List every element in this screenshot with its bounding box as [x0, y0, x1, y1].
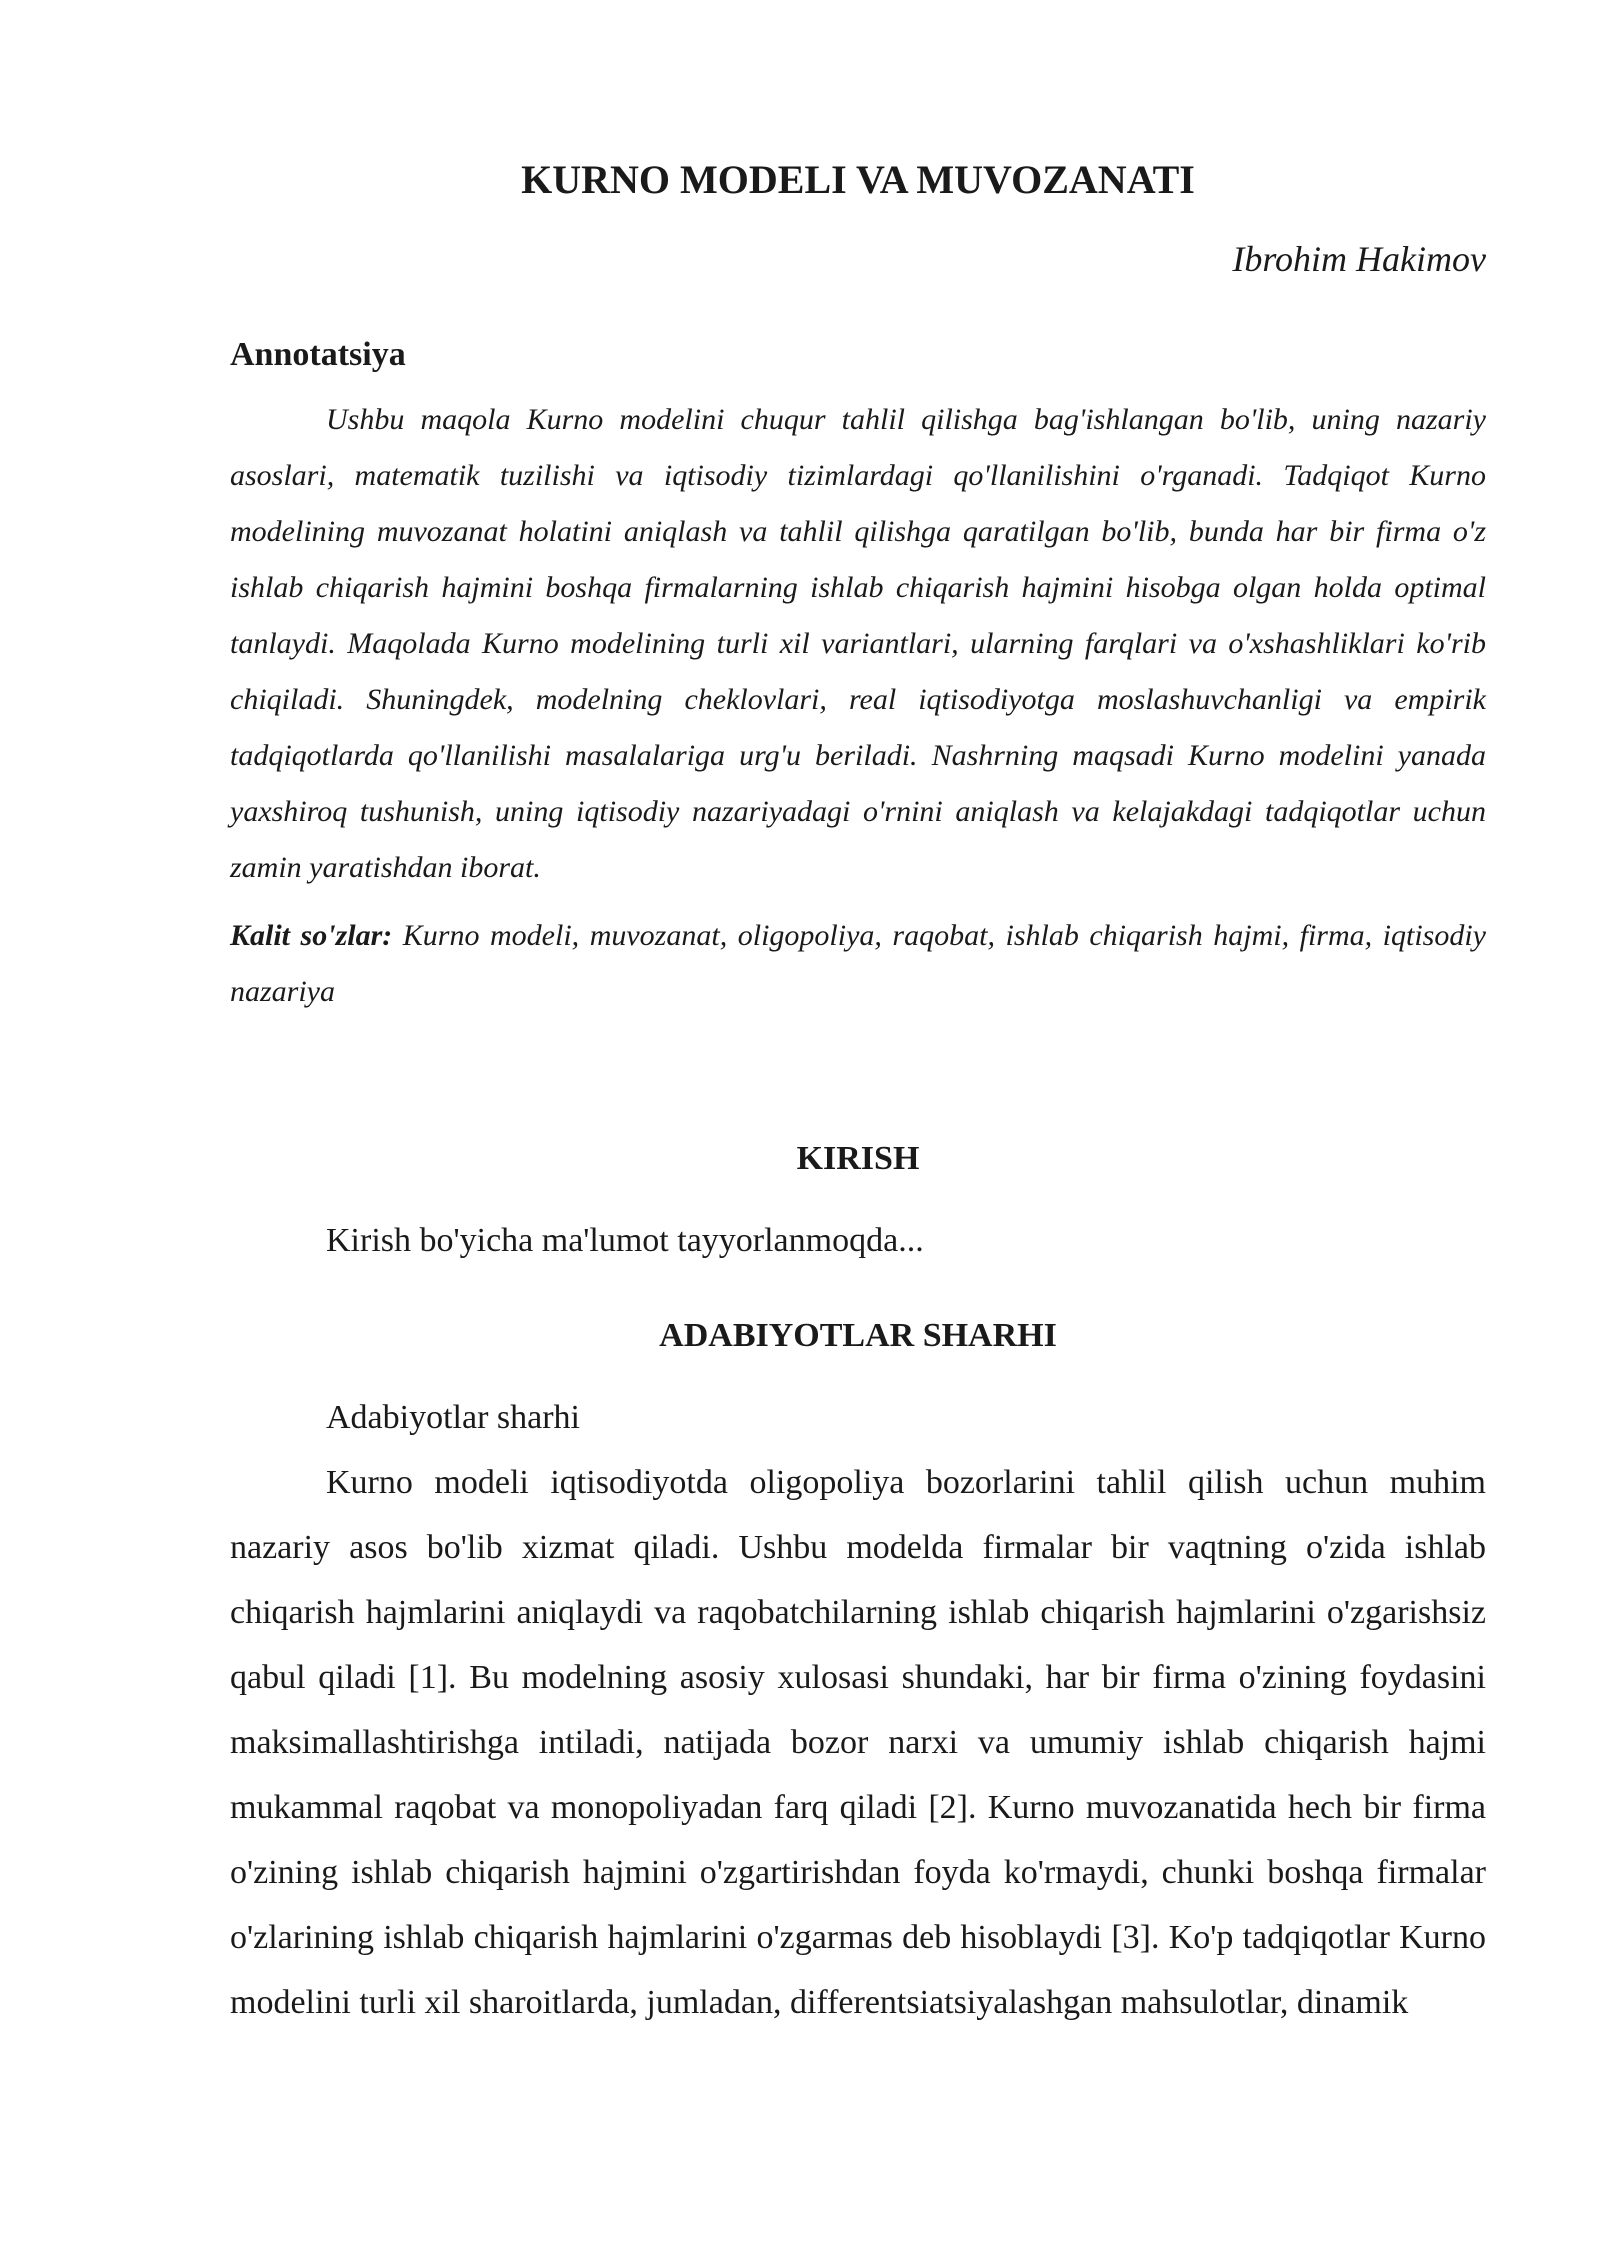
literature-review-heading: ADABIYOTLAR SHARHI	[659, 1317, 1057, 1354]
abstract-text: Ushbu maqola Kurno modelini chuqur tahlil qilishga bag'ishlangan bo'lib, uning nazariy asoslari, matematik tuzilishi va iqtisodiy tizimlardagi qo'llanilishini o'rganadi. Tadqiqot Kurno modelining muvozanat holatini aniqlash va tahlil qilishga qaratilgan bo'lib, bunda har bir firma o'z ishlab chiqarish hajmini boshqa firmalarning ishlab chiqarish hajmini hisobga olgan holda optimal tanlaydi. Maqolada Kurno modelining turli xil variantlari, ularning farqlari va o'xshashliklari ko'rib chiqiladi. Shuningdek, modelning cheklovlari, real iqtisodiyotga moslashuvchanligi va empirik tadqiqotlarda qo'llanilishi masalalariga urg'u beriladi. Nashrning maqsadi Kurno modelini yanada yaxshiroq tushunish, uning iqtisodiy nazariyadagi o'rnini aniqlash va kelajakdagi tadqiqotlar uchun zamin yaratishdan iborat.	[230, 403, 1486, 884]
page-title: KURNO MODELI VA MUVOZANATI	[521, 157, 1195, 202]
abstract-heading: Annotatsiya	[230, 336, 406, 373]
keywords-text: Kurno modeli, muvozanat, oligopoliya, raqobat, ishlab chiqarish hajmi, firma, iqtisodiy nazariya	[230, 919, 1486, 1008]
literature-review-subtitle: Adabiyotlar sharhi	[326, 1399, 580, 1436]
intro-text: Kirish bo'yicha ma'lumot tayyorlanmoqda...	[326, 1222, 924, 1259]
author-name: Ibrohim Hakimov	[1232, 239, 1486, 279]
intro-heading: KIRISH	[796, 1140, 920, 1177]
document-page	[230, 130, 1486, 2035]
keywords	[230, 908, 1486, 1020]
literature-review-text: Kurno modeli iqtisodiyotda oligopoliya bozorlarini tahlil qilish uchun muhim nazariy asos bo'lib xizmat qiladi. Ushbu modelda firmalar bir vaqtning o'zida ishlab chiqarish hajmlarini aniqlaydi va raqobatchilarning ishlab chiqarish hajmlarini o'zgarishsiz qabul qiladi [1]. Bu modelning asosiy xulosasi shundaki, har bir firma o'zining foydasini maksimallashtirishga intiladi, natijada bozor narxi va umumiy ishlab chiqarish hajmi mukammal raqobat va monopoliyadan farq qiladi [2]. Kurno muvozanatida hech bir firma o'zining ishlab chiqarish hajmini o'zgartirishdan foyda ko'rmaydi, chunki boshqa firmalar o'zlarining ishlab chiqarish hajmlarini o'zgarmas deb hisoblaydi [3]. Ko'p tadqiqotlar Kurno modelini turli xil sharoitlarda, jumladan, differentsiatsiyalashgan mahsulotlar, dinamik	[230, 1464, 1486, 2021]
keywords-label: Kalit so'zlar:	[230, 919, 393, 952]
